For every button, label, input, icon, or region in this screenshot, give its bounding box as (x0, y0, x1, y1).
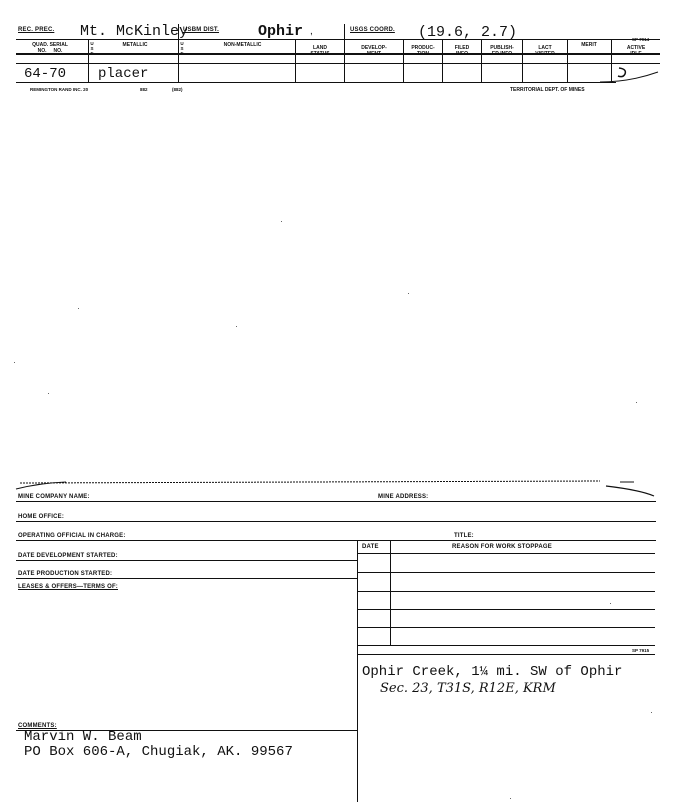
header-bottom-curve (600, 70, 660, 86)
date-development-label: DATE DEVELOPMENT STARTED: (18, 553, 118, 559)
speck (610, 603, 611, 604)
mine-address-label: MINE ADDRESS: (378, 494, 429, 500)
form-number-bottom: SP 7915 (632, 648, 650, 653)
comment-line-1: Marvin W. Beam (24, 729, 142, 745)
rule-mine-company (16, 501, 656, 502)
col-production: PRODUC- TION (411, 45, 435, 57)
rule-home-office (16, 521, 656, 522)
col-last-visited: LACT VISITED (535, 45, 555, 57)
home-office-label: HOME OFFICE: (18, 514, 65, 520)
col-development: DEVELOP- MENT (361, 45, 387, 57)
location-text: Ophir Creek, 1¼ mi. SW of Ophir (362, 664, 623, 680)
usgs-coord-value: (19.6, 2.7) (418, 24, 518, 41)
rule-date-production (16, 578, 357, 579)
stoppage-rule-3 (357, 609, 655, 610)
print-code-1: 882 (140, 87, 148, 92)
rec-prec-value: Mt. McKinley (80, 23, 189, 40)
stoppage-rule-5 (357, 645, 655, 646)
col-quad-serial: QUAD. SERIAL NO. NO. (32, 42, 68, 54)
col-use-nonmetallic: U S E (180, 41, 184, 56)
department-name: TERRITORIAL DEPT. OF MINES (510, 87, 585, 93)
col-land-status: LAND STATUS (310, 45, 330, 57)
printer-credit: REMINGTON RAND INC. 20 (30, 87, 89, 92)
col-published-info: PUBLISH- ED INFO (490, 45, 514, 57)
col-active-idle: ACTIVE IDLE (626, 45, 646, 57)
col-use-metallic: U S E (90, 41, 94, 56)
col-metallic: METALLIC (122, 42, 148, 48)
title-label: TITLE: (454, 533, 474, 539)
col-filed-info: FILED INFO (454, 45, 470, 57)
header-row-rule (16, 63, 660, 64)
metallic-value: placer (98, 66, 149, 82)
col-non-metallic: NON-METALLIC (223, 42, 262, 48)
active-idle-mark (616, 66, 630, 80)
date-col-label: DATE (362, 544, 379, 550)
speck (48, 393, 49, 394)
comment-line-2: PO Box 606-A, Chugiak, AK. 99567 (24, 744, 293, 760)
speck (510, 798, 511, 799)
stoppage-left-border (357, 540, 358, 802)
speck (636, 402, 637, 403)
header-bottom-rule (16, 82, 616, 83)
form-number-top: SP 7914 (632, 37, 650, 42)
rule-operating-official (16, 540, 656, 541)
speck (236, 326, 237, 327)
mine-company-label: MINE COMPANY NAME: (18, 494, 90, 500)
stoppage-bottom-rule (357, 654, 655, 655)
usbm-tick-mark: , (310, 26, 313, 37)
stoppage-rule-2 (357, 591, 655, 592)
leases-offers-label: LEASES & OFFERS—TERMS OF: (18, 584, 119, 590)
comments-label: COMMENTS: (18, 723, 57, 729)
stoppage-header-rule (357, 553, 655, 554)
speck (78, 308, 79, 309)
lower-top-rules (0, 474, 678, 502)
operating-official-label: OPERATING OFFICIAL IN CHARGE: (18, 533, 126, 539)
handwritten-legal-description: Sec. 23, T31S, R12E, KRM (380, 681, 556, 696)
quad-serial-value: 64-70 (24, 66, 67, 82)
rule-date-development (16, 560, 357, 561)
print-code-2: (882) (172, 87, 183, 92)
col-merit: MERIT (581, 42, 597, 48)
date-production-label: DATE PRODUCTION STARTED: (18, 571, 113, 577)
usgs-coord-label: USGS COORD. (350, 27, 395, 33)
stoppage-rule-1 (357, 572, 655, 573)
speck (408, 293, 409, 294)
speck (651, 712, 652, 713)
usbm-dist-label: USBM DIST. (183, 27, 220, 33)
stoppage-rule-4 (357, 627, 655, 628)
stoppage-date-divider (390, 541, 391, 645)
reason-col-label: REASON FOR WORK STOPPAGE (452, 544, 552, 550)
rec-prec-label: REC. PREC. (18, 27, 55, 33)
usbm-dist-value: Ophir (258, 23, 304, 40)
speck (281, 221, 282, 222)
speck (14, 362, 15, 363)
